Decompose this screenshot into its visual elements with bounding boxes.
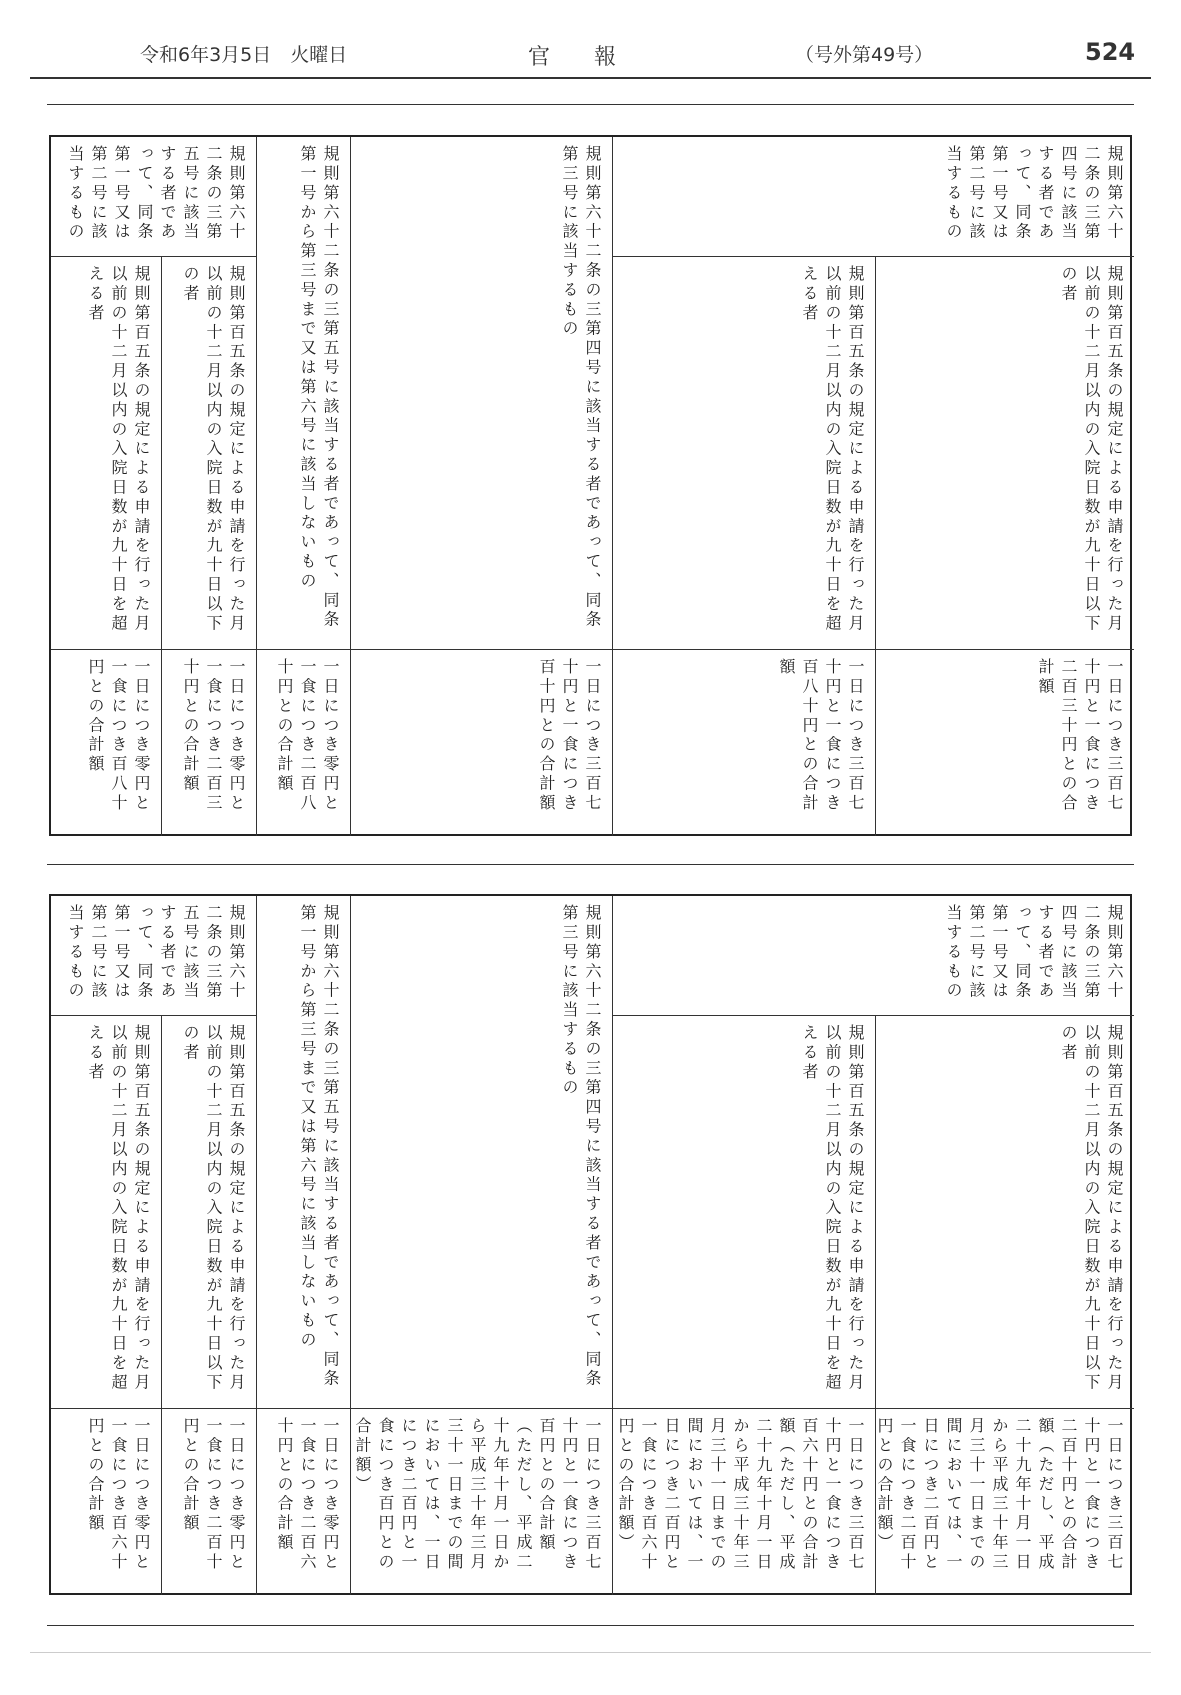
- amount-text: 一日につき三百七十円と一食につき二百三十円との合計額: [1036, 658, 1124, 814]
- condition-text: 規則第百五条の規定による申請を行った月以前の十二月以内の入院日数が九十日を超える者: [86, 1024, 151, 1393]
- divider: [47, 864, 1134, 865]
- amount-text: 一日につき三百七十円と一食につき百八十円との合計額: [777, 658, 865, 814]
- gazette-title: 官 報: [528, 45, 617, 70]
- category-text: 規則第六十二条の三第四号に該当する者であって、同条第一号又は第二号に該当するもの: [944, 904, 1124, 1001]
- table-cell-cond-d2: [51, 1016, 161, 1409]
- amount-text: 一日につき三百七十円と一食につき百六十円との合計額（ただし、平成二十九年十月一日から平成三十年三月三十一日までの間においては、一日につき二百円と一食につき百六十円との合計額）: [616, 1417, 865, 1573]
- table-cell-amt-a1: [875, 1409, 1134, 1595]
- condition-text: 規則第百五条の規定による申請を行った月以前の十二月以内の入院日数が九十日を超える者: [86, 265, 151, 634]
- amount-text: 一日につき零円と一食につき二百三十円との合計額: [181, 658, 246, 814]
- condition-text: 規則第百五条の規定による申請を行った月以前の十二月以内の入院日数が九十日を超える者: [800, 265, 865, 634]
- table-cell-amt-a2: [612, 650, 875, 836]
- table-cell-head-c: [256, 137, 350, 650]
- amount-text: 一日につき三百七十円と一食につき百円との合計額（ただし、平成二十九年十月一日から平成三十年三月三十一日までの間においては、一日につき二百円と一食につき百円との合計額）: [353, 1417, 602, 1573]
- category-text: 規則第六十二条の三第四号に該当する者であって、同条第三号に該当するもの: [560, 145, 602, 630]
- table-cell-cond-d1: [161, 257, 256, 650]
- table-cell-head-d: [51, 137, 256, 257]
- header-rule: [30, 77, 1151, 79]
- table-cell-cond-d2: [51, 257, 161, 650]
- table-cell-cond-a1: [875, 257, 1134, 650]
- table-cell-amt-c: [256, 650, 350, 836]
- table-cell-amt-c: [256, 1409, 350, 1595]
- table-fee-standard-2: [49, 894, 1132, 1595]
- category-text: 規則第六十二条の三第五号に該当する者であって、同条第一号から第三号まで又は第六号に該当しないもの: [298, 145, 340, 630]
- category-text: 規則第六十二条の三第四号に該当する者であって、同条第一号又は第二号に該当するもの: [944, 145, 1124, 242]
- table-cell-amt-d1: [161, 1409, 256, 1595]
- table-cell-amt-d2: [51, 650, 161, 836]
- table-cell-head-b: [350, 896, 612, 1409]
- issue-number: （号外第49号）: [795, 44, 934, 66]
- table-cell-amt-b: [350, 1409, 612, 1595]
- amount-text: 一日につき零円と一食につき二百六十円との合計額: [275, 1417, 340, 1573]
- issue-date: 令和6年3月5日 火曜日: [140, 44, 348, 66]
- amount-text: 一日につき零円と一食につき百六十円との合計額: [86, 1417, 151, 1573]
- table-fee-standard-1: [49, 135, 1132, 836]
- category-text: 規則第六十二条の三第四号に該当する者であって、同条第三号に該当するもの: [560, 904, 602, 1389]
- footer-rule: [30, 1652, 1151, 1653]
- table-cell-amt-b: [350, 650, 612, 836]
- amount-text: 一日につき零円と一食につき二百八十円との合計額: [275, 658, 340, 814]
- condition-text: 規則第百五条の規定による申請を行った月以前の十二月以内の入院日数が九十日以下の者: [181, 1024, 246, 1393]
- table-cell-amt-d2: [51, 1409, 161, 1595]
- condition-text: 規則第百五条の規定による申請を行った月以前の十二月以内の入院日数が九十日以下の者: [1059, 265, 1124, 634]
- table-cell-amt-a1: [875, 650, 1134, 836]
- table-cell-head-a: [612, 137, 1134, 257]
- table-cell-head-d: [51, 896, 256, 1016]
- amount-text: 一日につき零円と一食につき二百十円との合計額: [181, 1417, 246, 1573]
- amount-text: 一日につき三百七十円と一食につき百十円との合計額: [537, 658, 602, 814]
- table-cell-head-a: [612, 896, 1134, 1016]
- table-cell-amt-d1: [161, 650, 256, 836]
- category-text: 規則第六十二条の三第五号に該当する者であって、同条第一号又は第二号に該当するもの: [66, 904, 246, 1001]
- table-cell-cond-d1: [161, 1016, 256, 1409]
- divider: [47, 104, 1134, 105]
- condition-text: 規則第百五条の規定による申請を行った月以前の十二月以内の入院日数が九十日以下の者: [181, 265, 246, 634]
- table-cell-head-b: [350, 137, 612, 650]
- table-cell-head-c: [256, 896, 350, 1409]
- category-text: 規則第六十二条の三第五号に該当する者であって、同条第一号又は第二号に該当するもの: [66, 145, 246, 242]
- table-cell-cond-a1: [875, 1016, 1134, 1409]
- table-cell-cond-a2: [612, 257, 875, 650]
- table-cell-cond-a2: [612, 1016, 875, 1409]
- page-number: 524: [1085, 38, 1136, 66]
- condition-text: 規則第百五条の規定による申請を行った月以前の十二月以内の入院日数が九十日を超える者: [800, 1024, 865, 1393]
- table-cell-amt-a2: [612, 1409, 875, 1595]
- amount-text: 一日につき三百七十円と一食につき二百十円との合計額（ただし、平成二十九年十月一日から平成三十年三月三十一日までの間においては、一日につき二百円と一食につき二百十円との合計額）: [875, 1417, 1124, 1573]
- divider: [47, 1625, 1134, 1626]
- condition-text: 規則第百五条の規定による申請を行った月以前の十二月以内の入院日数が九十日以下の者: [1059, 1024, 1124, 1393]
- category-text: 規則第六十二条の三第五号に該当する者であって、同条第一号から第三号まで又は第六号に該当しないもの: [298, 904, 340, 1389]
- amount-text: 一日につき零円と一食につき百八十円との合計額: [86, 658, 151, 814]
